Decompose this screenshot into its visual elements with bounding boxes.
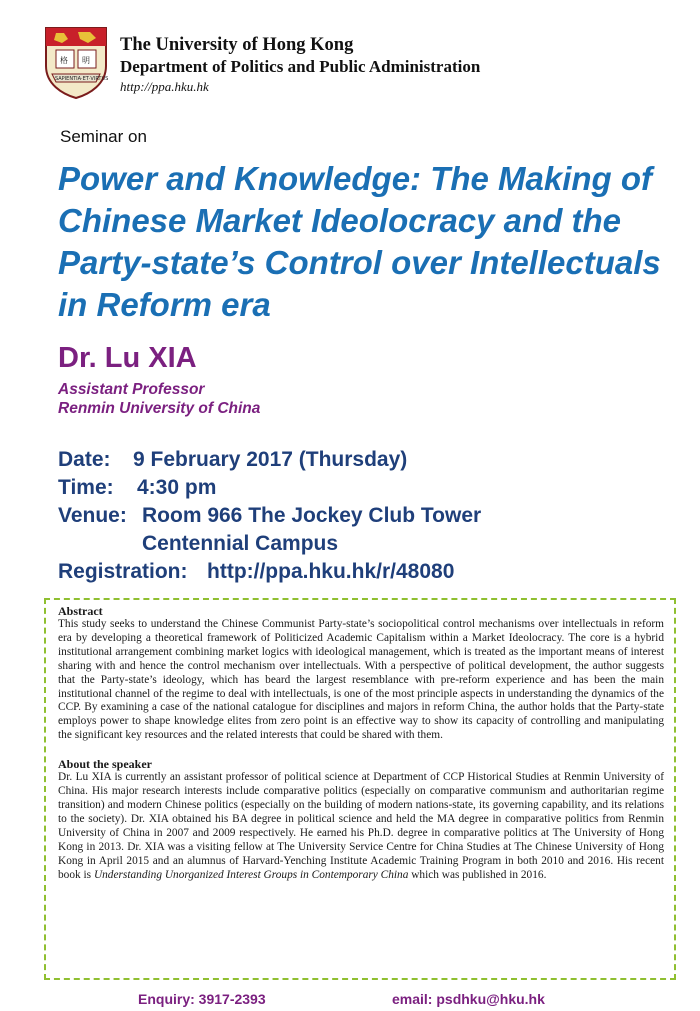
department-name: Department of Politics and Public Administration bbox=[120, 57, 481, 76]
book-title: Understanding Unorganized Interest Groups in Contemporary China bbox=[93, 868, 409, 881]
venue-label: Venue: bbox=[58, 504, 127, 527]
about-speaker-text bbox=[58, 771, 664, 882]
event-details bbox=[58, 446, 481, 586]
seminar-intro: Seminar on bbox=[60, 127, 147, 146]
abstract-heading: Abstract bbox=[58, 604, 103, 618]
speaker-position: Assistant Professor bbox=[58, 381, 205, 398]
seminar-title: Power and Knowledge: The Making of Chinese Market Ideolocracy and the Party-state’s Control over Intellectuals in Reform era bbox=[58, 160, 661, 323]
time-row bbox=[58, 474, 481, 502]
about-speaker-body: Dr. Lu XIA is currently an assistant professor of political science at Department of CCP Historical Studies at Renmin University of China. His major research interests include comparative politics (especially on comparative communism and authoritarian regime transition) and modern Chinese politics (especially on the building of modern nations-state, its governing capability, and its relations to the society). Dr. XIA obtained his BA degree in political science and held the MA degree in comparative politics from Renmin University of China in 2007 and 2009 respectively. He earned his Ph.D. degree in comparative politics at The University of Hong Kong in 2013. Dr. XIA was a visiting fellow at The University Service Centre for China Studies at The Chinese University of Hong Kong in April 2015 and an alumnus of Harvard-Yenching Institute Academic Training Program in both 2010 and 2016. His recent book is bbox=[58, 771, 664, 881]
registration-label: Registration: bbox=[58, 560, 188, 583]
date-row bbox=[58, 446, 481, 474]
speaker-affiliation bbox=[58, 380, 260, 418]
time-label: Time: bbox=[58, 476, 114, 499]
department-url[interactable]: http://ppa.hku.hk bbox=[120, 79, 209, 94]
speaker-institution: Renmin University of China bbox=[58, 400, 261, 417]
about-speaker-heading: About the speaker bbox=[58, 757, 153, 772]
svg-text:明: 明 bbox=[82, 56, 90, 65]
abstract-text: This study seeks to understand the Chinese Communist Party-state’s sociopolitical control mechanisms over intellectuals in reform era by developing a theoretical framework of Politicized Academic Capitalism within a Market Ideolocracy. The core is a hybrid institutional arrangement combining market logics with ideological management, which is treated as the important means of interest sharing with and hence the control mechanism over intellectuals. With a perspective of political development, the author suggests that the Party-state’s ideology, which has beard the largest resemblance with pre-reform experience and has been the main institutional channel of the regime to deal with intellectuals, is one of the most principle aspects in understanding the dynamics of the CCP. By examining a case of the national catalogue for disciplines and majors in reform China, the author holds that the Party-state employs power to shape knowledge elites from zero point is an effective way to show its capacity of controlling and manipulating the significant key resources and the related interests that could be shared with them. bbox=[58, 618, 664, 742]
enquiry-phone[interactable]: Enquiry: 3917-2393 bbox=[138, 991, 266, 1007]
date-label: Date: bbox=[58, 448, 111, 471]
svg-text:SAPIENTIA·ET·VIRTUS: SAPIENTIA·ET·VIRTUS bbox=[55, 76, 109, 82]
time-value: 4:30 pm bbox=[137, 476, 217, 499]
speaker-name: Dr. Lu XIA bbox=[58, 342, 197, 374]
about-speaker-tail: which was published in 2016. bbox=[408, 868, 547, 881]
venue-row bbox=[58, 502, 481, 530]
registration-row bbox=[58, 558, 481, 586]
abstract-box bbox=[44, 598, 676, 980]
university-crest-logo bbox=[42, 26, 110, 100]
header-text bbox=[120, 34, 480, 96]
venue-line2: Centennial Campus bbox=[142, 532, 339, 555]
venue-line1: Room 966 The Jockey Club Tower bbox=[142, 504, 482, 527]
date-value: 9 February 2017 (Thursday) bbox=[133, 448, 408, 471]
enquiry-email[interactable]: email: psdhku@hku.hk bbox=[392, 991, 545, 1007]
registration-link[interactable]: http://ppa.hku.hk/r/48080 bbox=[207, 560, 455, 583]
svg-text:格: 格 bbox=[60, 56, 68, 65]
venue-row-2 bbox=[58, 530, 481, 558]
university-name: The University of Hong Kong bbox=[120, 35, 354, 55]
